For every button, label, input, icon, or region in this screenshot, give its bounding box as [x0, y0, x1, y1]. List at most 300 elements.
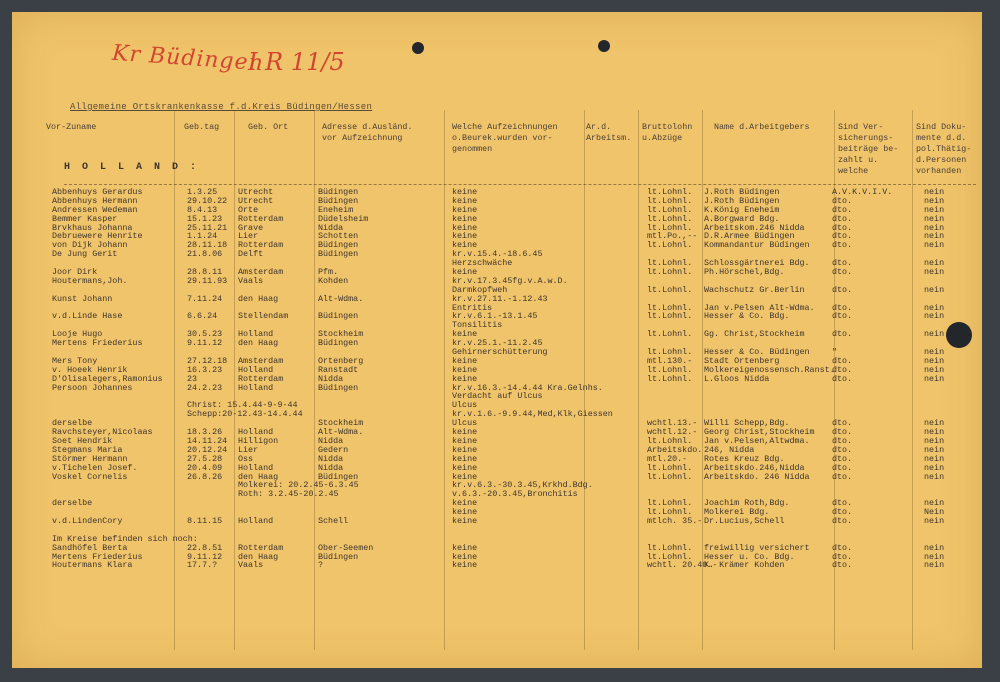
cell-name: von Dijk Johann — [52, 240, 128, 251]
cell-insurance: dto. — [832, 551, 853, 562]
cell-birthdate: 1.3.25 — [187, 187, 218, 197]
cell-birthdate: 28.11.18 — [187, 240, 228, 251]
cell-address: Ortenberg — [318, 355, 364, 366]
cell-insurance: dto. — [832, 498, 853, 509]
column-header-wage: Bruttolohn u.Abzüge — [642, 122, 693, 143]
punch-hole — [598, 40, 610, 52]
cell-documents: nein — [924, 195, 945, 206]
cell-records: keine — [452, 560, 478, 571]
cell-name: v.d.LindenCory — [52, 515, 123, 526]
cell-birthdate: 6.6.24 — [187, 311, 218, 322]
cell-insurance: dto. — [832, 435, 853, 446]
cell-birthplace: Utrecht — [238, 195, 274, 206]
column-header-documents: Sind Doku- mente d.d. pol.Thätig- d.Personen vorhanden — [916, 122, 972, 176]
cell-documents: nein — [924, 240, 945, 251]
cell-address: Schotten — [318, 231, 359, 242]
cell-employer: Hesser & Co. Büdingen — [704, 347, 810, 358]
column-header-work-type: Ar.d. Arbeitsm. — [586, 122, 632, 143]
cell-records: kr.v.15.4.-18.6.45 — [452, 249, 543, 260]
cell-employer: 246, Nidda — [704, 444, 755, 455]
cell-birthdate: 8.4.13 — [187, 204, 218, 215]
cell-birthplace: Utrecht — [238, 187, 274, 197]
cell-birthdate: 9.11.12 — [187, 338, 223, 349]
cell-insurance: dto. — [832, 329, 853, 340]
cell-birthplace: den Haag — [238, 551, 279, 562]
column-header-birthplace: Geb. Ort — [248, 122, 289, 132]
cell-address: Stockheim — [318, 418, 364, 429]
cell-employer: L.Gloos Nidda — [704, 373, 770, 384]
cell-birthdate: 22.8.51 — [187, 542, 223, 553]
cell-records: keine — [452, 267, 478, 278]
header-separator — [64, 184, 976, 185]
cell-name: Kunst Johann — [52, 293, 113, 304]
cell-documents: nein — [924, 187, 945, 197]
cell-records: kr.v.17.3.45fg.v.A.w.D. — [452, 275, 568, 286]
cell-birthplace: Grave — [238, 222, 264, 233]
cell-wage: lt.Lohnl. — [647, 222, 693, 233]
cell-insurance: dto. — [832, 195, 853, 206]
cell-name: Looje Hugo — [52, 329, 103, 340]
cell-birthdate: 16.3.23 — [187, 364, 223, 375]
cell-insurance: dto. — [832, 213, 853, 224]
cell-insurance: dto. — [832, 471, 853, 482]
cell-birthplace: Delft — [238, 249, 264, 260]
cell-wage: lt.Lohnl. — [647, 187, 693, 197]
cell-birthdate: 21.8.06 — [187, 249, 223, 260]
cell-documents: nein — [924, 355, 945, 366]
cell-birthplace: den Haag — [238, 471, 279, 482]
cell-documents: nein — [924, 498, 945, 509]
cell-employer: Arbeitskom.246 Nidda — [704, 222, 805, 233]
cell-wage: lt.Lohnl. — [647, 551, 693, 562]
cell-birthdate: 30.5.23 — [187, 329, 223, 340]
cell-address: Alt-Wdma. — [318, 427, 364, 438]
cell-address: Nidda — [318, 462, 344, 473]
cell-wage: lt.Lohnl. — [647, 311, 693, 322]
cell-employer: Jan v.Pelsen,Altwdma. — [704, 435, 810, 446]
cell-name: Bemmer Kasper — [52, 213, 118, 224]
cell-employer: Arbeitskdo.246,Nidda — [704, 462, 805, 473]
cell-address: Nidda — [318, 453, 344, 464]
cell-wage: mtlch. 35.- — [647, 515, 703, 526]
cell-employer: Stadt Ortenberg — [704, 355, 780, 366]
cell-birthdate: 18.3.26 — [187, 427, 223, 438]
cell-birthplace: Rotterdam — [238, 213, 284, 224]
cell-wage: wchtl.12.- — [647, 427, 698, 438]
cell-insurance: dto. — [832, 444, 853, 455]
cell-birthdate: 25.11.21 — [187, 222, 228, 233]
cell-insurance: dto. — [832, 515, 853, 526]
cell-name: Mertens Friederius — [52, 338, 143, 349]
cell-records: keine — [452, 364, 478, 375]
column-header-records: Welche Aufzeichnungen o.Beurek.wurden vor- genommen — [452, 122, 558, 154]
cell-address: Gedern — [318, 444, 349, 455]
cell-employer: Willi Schepp,Bdg. — [704, 418, 790, 429]
cell-employer: A.Borgward Bdg. — [704, 213, 780, 224]
cell-documents: nein — [924, 222, 945, 233]
cell-insurance: dto. — [832, 462, 853, 473]
cell-records: Tonsilitis — [452, 320, 503, 331]
record-table — [12, 188, 982, 570]
cell-wage: Arbeitskdo. — [647, 444, 703, 455]
cell-wage: lt.Lohnl. — [647, 462, 693, 473]
table-row — [12, 392, 982, 401]
table-row — [12, 561, 982, 570]
cell-documents: nein — [924, 373, 945, 384]
cell-insurance: dto. — [832, 231, 853, 242]
cell-name: Im Kreise befinden sich noch: — [52, 533, 198, 544]
cell-employer: Jan v.Pelsen Alt-Wdma. — [704, 302, 815, 313]
cell-records: keine — [452, 453, 478, 464]
cell-employer: Wachschutz Gr.Berlin — [704, 284, 805, 295]
cell-records: keine — [452, 329, 478, 340]
cell-employer: Georg Christ,Stockheim — [704, 427, 815, 438]
cell-records: keine — [452, 435, 478, 446]
cell-documents: nein — [924, 347, 945, 358]
cell-documents: nein — [924, 418, 945, 429]
cell-records: keine — [452, 471, 478, 482]
cell-birthplace: Amsterdam — [238, 267, 284, 278]
cell-birthplace: Lier — [238, 444, 259, 455]
cell-records: Herzschwäche — [452, 258, 513, 269]
column-header-name: Vor-Zuname — [46, 122, 97, 132]
cell-records: kr.v.6.3.-30.3.45,Krkhd.Bdg. — [452, 480, 593, 491]
cell-birthdate: 17.7.? — [187, 560, 218, 571]
cell-employer: Molkereigenossensch.Ranst. — [704, 364, 835, 375]
cell-wage: lt.Lohnl. — [647, 213, 693, 224]
cell-wage: wchtl. 20.40.- — [647, 560, 718, 571]
cell-birthdate: 26.8.26 — [187, 471, 223, 482]
cell-employer: Dr.Lucius,Schell — [704, 515, 785, 526]
document-title: Allgemeine Ortskrankenkasse f.d.Kreis Büdingen/Hessen — [70, 102, 373, 112]
cell-documents: nein — [924, 364, 945, 375]
cell-insurance: dto. — [832, 453, 853, 464]
cell-address: Nidda — [318, 222, 344, 233]
cell-documents: nein — [924, 542, 945, 553]
cell-address: Kohden — [318, 275, 349, 286]
cell-insurance: dto. — [832, 267, 853, 278]
cell-birthplace: Vaals — [238, 560, 264, 571]
cell-documents: nein — [924, 453, 945, 464]
cell-address: Stockheim — [318, 329, 364, 340]
column-header-address: Adresse d.Ausländ. vor Aufzeichnung — [322, 122, 413, 143]
cell-address: Düdelsheim — [318, 213, 369, 224]
cell-documents: nein — [924, 471, 945, 482]
cell-records: v.6.3.-20.3.45,Bronchitis — [452, 489, 578, 500]
cell-documents: nein — [924, 302, 945, 313]
cell-name: Stegmans Maria — [52, 444, 123, 455]
cell-records: keine — [452, 204, 478, 215]
cell-address: Schell — [318, 515, 349, 526]
cell-birthplace: Oss — [238, 453, 254, 464]
column-header-birthdate: Geb.tag — [184, 122, 220, 132]
cell-birthplace: Orte — [238, 204, 259, 215]
cell-wage: lt.Lohnl. — [647, 507, 693, 518]
cell-documents: nein — [924, 427, 945, 438]
cell-records: keine — [452, 542, 478, 553]
cell-name: Brvkhaus Johanna — [52, 222, 133, 233]
cell-address: Alt-Wdma. — [318, 293, 364, 304]
cell-employer: J.Roth Büdingen — [704, 195, 780, 206]
cell-birthplace: Holland — [238, 382, 274, 393]
cell-documents: nein — [924, 551, 945, 562]
cell-insurance: dto. — [832, 355, 853, 366]
cell-records: keine — [452, 507, 478, 518]
cell-wage: lt.Lohnl. — [647, 542, 693, 553]
cell-birthplace: Holland — [238, 329, 274, 340]
cell-name: Voskel Cornelis — [52, 471, 128, 482]
cell-employer: K. Krämer Kohden — [704, 560, 785, 571]
cell-name: Houtermans,Joh. — [52, 275, 128, 286]
cell-address: Büdingen — [318, 471, 359, 482]
cell-birthplace: Roth: 3.2.45-20.2.45 — [238, 489, 339, 500]
handwritten-note: Kr Büdingen — [111, 40, 265, 77]
cell-insurance: dto. — [832, 302, 853, 313]
cell-records: keine — [452, 240, 478, 251]
table-row — [12, 517, 982, 526]
cell-name: v. Hoeek Henrik — [52, 364, 128, 375]
cell-birthplace: Vaals — [238, 275, 264, 286]
cell-address: Büdingen — [318, 187, 359, 197]
cell-documents: nein — [924, 462, 945, 473]
cell-wage: lt.Lohnl. — [647, 498, 693, 509]
cell-insurance: dto. — [832, 507, 853, 518]
cell-records: keine — [452, 187, 478, 197]
cell-birthdate: 27.12.18 — [187, 355, 228, 366]
cell-name: Sandhöfel Berta — [52, 542, 128, 553]
cell-birthdate: 9.11.12 — [187, 551, 223, 562]
cell-records: keine — [452, 195, 478, 206]
cell-address: Eneheim — [318, 204, 354, 215]
cell-wage: lt.Lohnl. — [647, 284, 693, 295]
cell-wage: wchtl.13.- — [647, 418, 698, 429]
cell-birthplace: Rotterdam — [238, 240, 284, 251]
column-header-employer: Name d.Arbeitgebers — [714, 122, 810, 132]
cell-wage: lt.Lohnl. — [647, 267, 693, 278]
cell-wage: mtl.130.- — [647, 355, 693, 366]
cell-records: kr.v.1.6.-9.9.44,Med,Klk,Giessen — [452, 409, 613, 420]
cell-wage: mtl.20.- — [647, 453, 688, 464]
cell-documents: nein — [924, 560, 945, 571]
cell-wage: lt.Lohnl. — [647, 471, 693, 482]
cell-birthdate: 20.12.24 — [187, 444, 228, 455]
cell-name: Houtermans Klara — [52, 560, 133, 571]
cell-insurance: dto. — [832, 542, 853, 553]
cell-records: keine — [452, 213, 478, 224]
cell-wage: lt.Lohnl. — [647, 195, 693, 206]
document-page — [12, 12, 982, 668]
cell-birthplace: Rotterdam — [238, 373, 284, 384]
cell-records: keine — [452, 427, 478, 438]
cell-records: kr.v.25.1.-11.2.45 — [452, 338, 543, 349]
cell-address: Büdingen — [318, 195, 359, 206]
cell-name: Abbenhuys Gerardus — [52, 187, 143, 197]
cell-wage: lt.Lohnl. — [647, 373, 693, 384]
cell-employer: D.R.Armee Büdingen — [704, 231, 795, 242]
cell-birthplace: Stellendam — [238, 311, 289, 322]
cell-birthplace: Amsterdam — [238, 355, 284, 366]
cell-birthdate: 29.11.93 — [187, 275, 228, 286]
cell-birthdate: 20.4.09 — [187, 462, 223, 473]
cell-records: Verdacht auf Ulcus — [452, 391, 543, 402]
cell-birthplace: Molkerei: 20.2.45-6.3.45 — [238, 480, 359, 491]
cell-records: Ulcus — [452, 400, 478, 411]
cell-records: keine — [452, 551, 478, 562]
cell-birthdate: 23 — [187, 373, 198, 384]
cell-insurance: dto. — [832, 311, 853, 322]
cell-documents: nein — [924, 444, 945, 455]
cell-wage: lt.Lohnl. — [647, 347, 693, 358]
cell-employer: freiwillig versichert — [704, 542, 810, 553]
cell-documents: nein — [924, 435, 945, 446]
cell-birthdate: 14.11.24 — [187, 435, 228, 446]
cell-address: Büdingen — [318, 338, 359, 349]
cell-address: Büdingen — [318, 249, 359, 260]
cell-birthdate: 27.5.28 — [187, 453, 223, 464]
cell-insurance: A.V.K.V.I.V. — [832, 187, 893, 197]
cell-records: keine — [452, 462, 478, 473]
cell-employer: Kommandantur Büdingen — [704, 240, 810, 251]
cell-name: Andressen Wedeman — [52, 204, 138, 215]
cell-records: keine — [452, 444, 478, 455]
cell-documents: nein — [924, 515, 945, 526]
cell-name: Debruewere Henrite — [52, 231, 143, 242]
cell-wage: lt.Lohnl. — [647, 240, 693, 251]
cell-wage: lt.Lohnl. — [647, 364, 693, 375]
cell-employer: Molkerei Bdg. — [704, 507, 770, 518]
cell-documents: Nein — [924, 507, 945, 518]
cell-employer: Hesser & Co. Bdg. — [704, 311, 790, 322]
cell-records: Entritis — [452, 302, 493, 313]
cell-insurance: dto. — [832, 240, 853, 251]
cell-insurance: dto. — [832, 418, 853, 429]
cell-birthdate: 1.1.24 — [187, 231, 218, 242]
cell-insurance: " — [832, 347, 838, 358]
cell-documents: nein — [924, 231, 945, 242]
cell-employer: K.König Eneheim — [704, 204, 780, 215]
cell-birthplace: den Haag — [238, 338, 279, 349]
nationality-heading: H O L L A N D : — [64, 162, 200, 173]
cell-name: Störmer Hermann — [52, 453, 128, 464]
cell-birthplace: Holland — [238, 462, 274, 473]
cell-address: Ober-Seemen — [318, 542, 374, 553]
cell-birthplace: Holland — [238, 427, 274, 438]
cell-wage: lt.Lohnl. — [647, 204, 693, 215]
cell-name: derselbe — [52, 418, 93, 429]
cell-birthplace: Lier — [238, 231, 259, 242]
cell-documents: nein — [924, 258, 945, 269]
cell-records: keine — [452, 498, 478, 509]
cell-birthplace: Hilligon — [238, 435, 279, 446]
cell-records: kr.v.27.11.-1.12.43 — [452, 293, 548, 304]
cell-documents: nein — [924, 311, 945, 322]
cell-documents: nein — [924, 267, 945, 278]
cell-birthdate: Christ: 15.4.44-9-9-44 — [187, 400, 298, 411]
cell-employer: J.Roth Büdingen — [704, 187, 780, 197]
cell-birthdate: 28.8.11 — [187, 267, 223, 278]
cell-employer: Rotes Kreuz Bdg. — [704, 453, 785, 464]
cell-documents: nein — [924, 213, 945, 224]
cell-insurance: dto. — [832, 258, 853, 269]
cell-address: Nidda — [318, 435, 344, 446]
cell-records: Gehirnerschütterung — [452, 347, 548, 358]
cell-birthdate: Schepp:20-12.43-14.4.44 — [187, 409, 303, 420]
cell-address: Büdingen — [318, 311, 359, 322]
cell-wage: lt.Lohnl. — [647, 435, 693, 446]
cell-address: Büdingen — [318, 240, 359, 251]
cell-name: Joor Dirk — [52, 267, 98, 278]
cell-birthplace: Holland — [238, 364, 274, 375]
cell-birthplace: den Haag — [238, 293, 279, 304]
punch-hole — [412, 42, 424, 54]
cell-employer: Arbeitskdo. 246 Nidda — [704, 471, 810, 482]
cell-name: Ravchsteyer,Nicolaas — [52, 427, 153, 438]
handwritten-reference: I R 11/5 — [248, 48, 345, 76]
cell-birthdate: 29.10.22 — [187, 195, 228, 206]
cell-address: Büdingen — [318, 382, 359, 393]
cell-documents: nein — [924, 284, 945, 295]
cell-insurance: dto. — [832, 364, 853, 375]
column-header-insurance: Sind Ver- sicherungs- beiträge be- zahlt u. welche — [838, 122, 899, 176]
cell-address: Büdingen — [318, 551, 359, 562]
cell-name: v.d.Linde Hase — [52, 311, 123, 322]
cell-wage: lt.Lohnl. — [647, 258, 693, 269]
cell-records: keine — [452, 515, 478, 526]
cell-name: Mertens Friederius — [52, 551, 143, 562]
cell-name: derselbe — [52, 498, 93, 509]
cell-birthdate: 24.2.23 — [187, 382, 223, 393]
cell-address: Nidda — [318, 373, 344, 384]
cell-name: Abbenhuys Hermann — [52, 195, 138, 206]
cell-records: keine — [452, 373, 478, 384]
cell-wage: mtl.Po.,-- — [647, 231, 698, 242]
cell-records: kr.v.16.3.-14.4.44 Kra.Gelnhs. — [452, 382, 603, 393]
cell-records: Ulcus — [452, 418, 478, 429]
cell-employer: Schlossgärtnerei Bdg. — [704, 258, 810, 269]
cell-employer: Ph.Hörschel,Bdg. — [704, 267, 785, 278]
cell-insurance: dto. — [832, 284, 853, 295]
cell-insurance: dto. — [832, 373, 853, 384]
cell-name: Mers Tony — [52, 355, 98, 366]
cell-name: D'Olisalegers,Ramonius — [52, 373, 163, 384]
cell-employer: Joachim Roth,Bdg. — [704, 498, 790, 509]
cell-documents: nein — [924, 204, 945, 215]
cell-name: De Jung Gerit — [52, 249, 118, 260]
cell-records: keine — [452, 355, 478, 366]
cell-insurance: dto. — [832, 204, 853, 215]
cell-wage: lt.Lohnl. — [647, 329, 693, 340]
cell-birthdate: 7.11.24 — [187, 293, 223, 304]
cell-insurance: dto. — [832, 427, 853, 438]
cell-insurance: dto. — [832, 560, 853, 571]
cell-name: v.Tichelen Josef. — [52, 462, 138, 473]
cell-address: ? — [318, 560, 324, 571]
cell-records: keine — [452, 222, 478, 233]
cell-insurance: dto. — [832, 222, 853, 233]
cell-birthplace: Holland — [238, 515, 274, 526]
cell-birthplace: Rotterdam — [238, 542, 284, 553]
cell-birthdate: 15.1.23 — [187, 213, 223, 224]
cell-documents: nein — [924, 329, 945, 340]
cell-birthdate: 8.11.15 — [187, 515, 223, 526]
cell-name: Soet Hendrik — [52, 435, 113, 446]
cell-records: Darmkopfweh — [452, 284, 508, 295]
cell-employer: Gg. Christ,Stockheim — [704, 329, 805, 340]
cell-records: kr.v.6.1.-13.1.45 — [452, 311, 538, 322]
cell-employer: Hesser u. Co. Bdg. — [704, 551, 795, 562]
cell-address: Ranstadt — [318, 364, 359, 375]
cell-address: Pfm. — [318, 267, 339, 278]
